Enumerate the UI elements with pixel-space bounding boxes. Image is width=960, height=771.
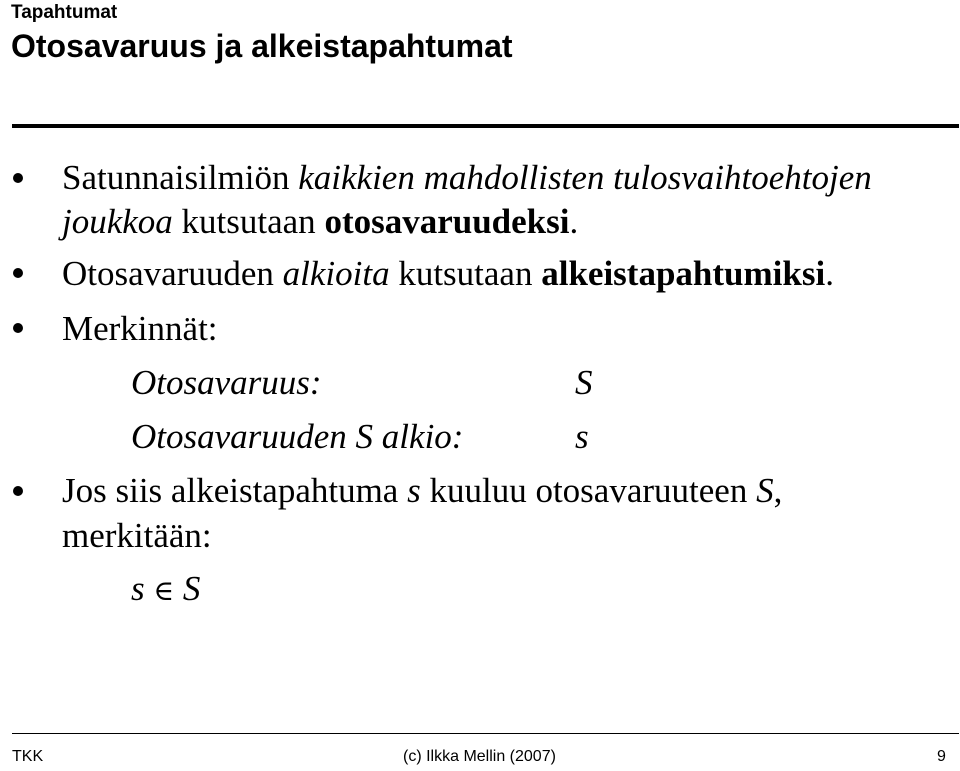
title-divider xyxy=(12,124,959,128)
footer-left: TKK xyxy=(12,748,44,765)
page-number: 9 xyxy=(937,748,946,765)
bullet-1-line-2 xyxy=(62,201,578,243)
bullet-4-italic-s: s xyxy=(407,471,421,510)
bullet-4-marker xyxy=(13,486,23,496)
bullet-4-comma: , xyxy=(773,471,783,510)
bullet-1-italic-2: joukkoa xyxy=(62,202,173,241)
notation-label-sample-space: Otosavaruus: xyxy=(131,363,322,402)
bullet-4-italic-S: S xyxy=(756,471,774,510)
notation-row-1-label xyxy=(131,362,322,404)
bullet-1-line-1 xyxy=(62,157,872,199)
symbol-s: s xyxy=(575,417,589,456)
bullet-2-text: Otosavaruuden xyxy=(62,254,283,293)
bullet-2-bold-term: alkeistapahtumiksi xyxy=(541,254,826,293)
bullet-1-text: Satunnaisilmiön xyxy=(62,158,299,197)
bullet-2-marker xyxy=(13,268,23,278)
bullet-1-text-2: kutsutaan xyxy=(172,202,325,241)
notation-row-2-label xyxy=(131,416,463,458)
bullet-1-italic: kaikkien mahdollisten tulosvaihtoehtojen xyxy=(298,158,872,197)
notation-label-element: Otosavaruuden S alkio: xyxy=(131,417,464,456)
slide-title: Otosavaruus ja alkeistapahtumat xyxy=(11,28,513,64)
bullet-4-line-1 xyxy=(62,470,782,512)
bullet-4-text-2: kuuluu otosavaruuteen xyxy=(420,471,757,510)
bullet-1-marker xyxy=(13,173,23,183)
bullet-2-period: . xyxy=(825,254,834,293)
bullet-4-text: Jos siis alkeistapahtuma xyxy=(62,471,408,510)
notation-row-2-symbol xyxy=(575,416,589,458)
symbol-S: S xyxy=(575,363,593,402)
footer-divider xyxy=(12,733,959,734)
section-label: Tapahtumat xyxy=(11,2,118,23)
element-of-icon: ∈ xyxy=(153,574,175,607)
bullet-3-marker xyxy=(13,323,23,333)
notation-row-1-symbol xyxy=(575,362,593,404)
bullet-2-text-2: kutsutaan xyxy=(389,254,542,293)
footer-center: (c) Ilkka Mellin (2007) xyxy=(403,748,556,765)
bullet-3-line: Merkinnät: xyxy=(62,309,218,348)
bullet-4-line-2: merkitään: xyxy=(62,516,212,555)
bullet-1-period: . xyxy=(569,202,579,241)
formula-S: S xyxy=(182,569,201,608)
membership-formula xyxy=(131,568,200,612)
bullet-1-bold-term: otosavaruudeksi xyxy=(324,202,570,241)
bullet-2-italic: alkioita xyxy=(282,254,390,293)
formula-s: s xyxy=(131,569,145,608)
bullet-2-line xyxy=(62,253,834,295)
